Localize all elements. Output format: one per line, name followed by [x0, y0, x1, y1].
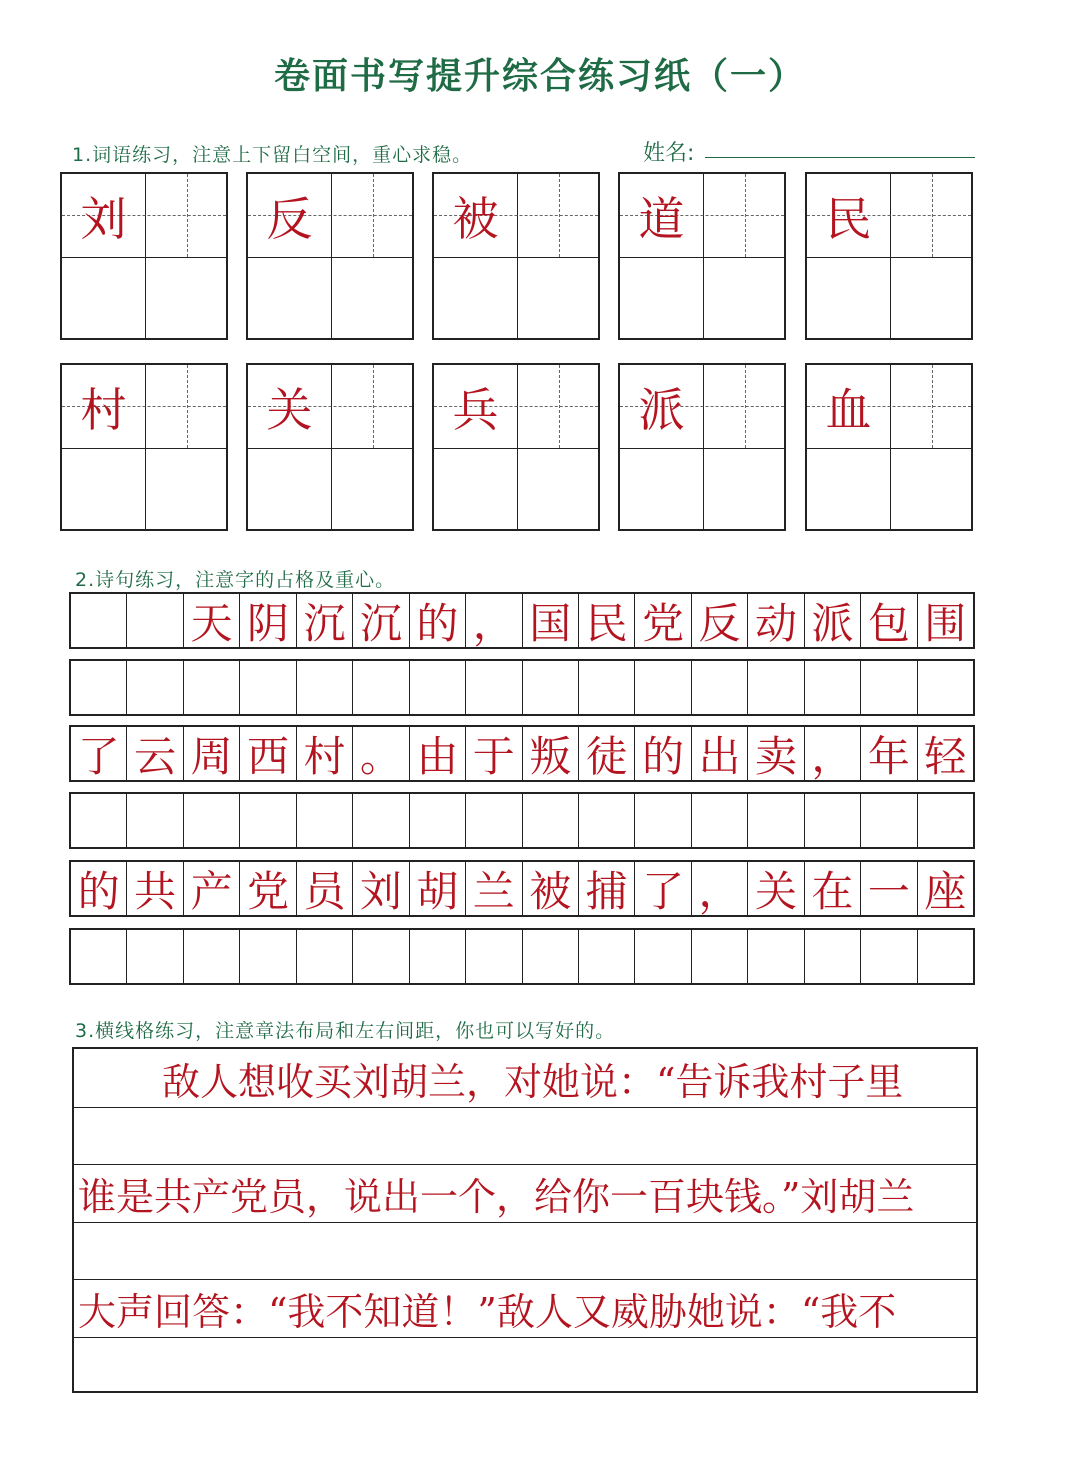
char-box[interactable]: [60, 172, 228, 340]
grid-cell[interactable]: 派: [805, 594, 861, 647]
name-input-line[interactable]: [705, 157, 975, 158]
grid-cell[interactable]: 党: [240, 862, 296, 915]
grid-cell[interactable]: 。: [353, 727, 409, 780]
grid-cell[interactable]: [466, 794, 522, 847]
grid-cell[interactable]: [184, 794, 240, 847]
grid-cell[interactable]: [579, 930, 635, 983]
grid-cell[interactable]: [579, 661, 635, 714]
grid-cell[interactable]: 了: [71, 727, 127, 780]
grid-row: [69, 725, 975, 782]
grid-cell[interactable]: 周: [184, 727, 240, 780]
name-label: 姓名:: [643, 141, 695, 166]
grid-cell[interactable]: [466, 930, 522, 983]
grid-cell[interactable]: [353, 661, 409, 714]
practice-char: 村: [80, 383, 127, 437]
grid-cell[interactable]: 民: [579, 594, 635, 647]
grid-cell[interactable]: 村: [297, 727, 353, 780]
grid-cell[interactable]: 出: [692, 727, 748, 780]
grid-cell[interactable]: 西: [240, 727, 296, 780]
char-box[interactable]: [432, 172, 600, 340]
grid-cell[interactable]: [635, 794, 691, 847]
grid-cell[interactable]: [466, 661, 522, 714]
grid-cell[interactable]: [297, 930, 353, 983]
grid-cell[interactable]: 的: [635, 727, 691, 780]
grid-cell[interactable]: 被: [523, 862, 579, 915]
grid-cell[interactable]: 的: [410, 594, 466, 647]
grid-cell[interactable]: [127, 930, 183, 983]
grid-cell[interactable]: 动: [748, 594, 804, 647]
grid-cell[interactable]: 云: [127, 727, 183, 780]
grid-cell[interactable]: 兰: [466, 862, 522, 915]
grid-cell[interactable]: ，: [805, 727, 861, 780]
page-title: 卷面书写提升综合练习纸（一）: [273, 55, 806, 97]
grid-cell[interactable]: 天: [184, 594, 240, 647]
grid-cell[interactable]: [71, 594, 127, 647]
grid-row: [69, 928, 975, 985]
grid-cell[interactable]: [523, 930, 579, 983]
char-box[interactable]: [805, 363, 973, 531]
grid-cell[interactable]: 围: [924, 598, 967, 648]
practice-line-text[interactable]: [74, 1222, 976, 1280]
grid-cell[interactable]: 共: [127, 862, 183, 915]
grid-cell[interactable]: 于: [466, 727, 522, 780]
grid-cell[interactable]: [861, 661, 917, 714]
char-box[interactable]: [246, 172, 414, 340]
grid-cell[interactable]: 叛: [523, 727, 579, 780]
grid-cell[interactable]: [861, 794, 917, 847]
grid-cell[interactable]: [71, 930, 127, 983]
practice-line-text[interactable]: 大声回答：“我不知道！”敌人又威胁她说：“我不: [78, 1289, 897, 1334]
grid-cell[interactable]: [918, 930, 973, 983]
grid-cell[interactable]: 胡: [410, 862, 466, 915]
practice-char: 刘: [80, 192, 127, 246]
grid-cell[interactable]: 在: [805, 862, 861, 915]
grid-cell[interactable]: 了: [635, 862, 691, 915]
char-box[interactable]: [805, 172, 973, 340]
grid-cell[interactable]: [748, 794, 804, 847]
grid-cell[interactable]: [918, 661, 973, 714]
grid-cell[interactable]: 卖: [748, 727, 804, 780]
grid-cell[interactable]: [748, 930, 804, 983]
grid-row: [69, 592, 975, 649]
grid-cell[interactable]: 包: [861, 594, 917, 647]
grid-cell[interactable]: 刘: [353, 862, 409, 915]
practice-line-text[interactable]: [74, 1337, 976, 1395]
grid-cell[interactable]: 由: [410, 727, 466, 780]
practice-char: 关: [266, 383, 313, 437]
grid-cell[interactable]: [579, 794, 635, 847]
grid-cell[interactable]: [240, 930, 296, 983]
practice-char: 民: [825, 192, 872, 246]
char-box[interactable]: [432, 363, 600, 531]
practice-char: 血: [825, 383, 872, 437]
practice-char: 道: [638, 192, 685, 246]
grid-cell[interactable]: [240, 661, 296, 714]
grid-cell[interactable]: [410, 661, 466, 714]
grid-cell[interactable]: [692, 794, 748, 847]
char-box[interactable]: [618, 363, 786, 531]
grid-cell[interactable]: [297, 661, 353, 714]
grid-cell[interactable]: 产: [184, 862, 240, 915]
grid-cell[interactable]: [861, 930, 917, 983]
grid-cell[interactable]: [805, 930, 861, 983]
practice-char: 被: [452, 192, 499, 246]
grid-cell[interactable]: [71, 661, 127, 714]
grid-cell[interactable]: [805, 794, 861, 847]
grid-cell[interactable]: [297, 794, 353, 847]
grid-cell[interactable]: [523, 794, 579, 847]
grid-row: [69, 659, 975, 716]
grid-row: [69, 860, 975, 917]
grid-cell[interactable]: 座: [924, 866, 967, 916]
grid-cell[interactable]: [692, 661, 748, 714]
grid-cell[interactable]: 徒: [579, 727, 635, 780]
grid-cell[interactable]: [805, 661, 861, 714]
char-box[interactable]: [618, 172, 786, 340]
grid-cell[interactable]: [353, 794, 409, 847]
grid-cell[interactable]: 反: [692, 594, 748, 647]
grid-cell[interactable]: 国: [523, 594, 579, 647]
grid-cell[interactable]: [353, 930, 409, 983]
grid-cell[interactable]: 轻: [924, 731, 967, 781]
grid-cell[interactable]: 的: [71, 862, 127, 915]
char-box[interactable]: [246, 363, 414, 531]
grid-cell[interactable]: [184, 661, 240, 714]
char-box[interactable]: [60, 363, 228, 531]
grid-cell[interactable]: 年: [861, 727, 917, 780]
grid-cell[interactable]: ，: [466, 594, 522, 647]
practice-line-text[interactable]: 敌人想收买刘胡兰，对她说：“告诉我村子里: [162, 1059, 904, 1104]
section3-label: 3.横线格练习，注意章法布局和左右间距，你也可以写好的。: [75, 1020, 616, 1042]
grid-cell[interactable]: [240, 794, 296, 847]
grid-cell[interactable]: 一: [861, 862, 917, 915]
grid-cell[interactable]: 捕: [579, 862, 635, 915]
grid-cell[interactable]: [748, 661, 804, 714]
grid-cell[interactable]: [635, 930, 691, 983]
grid-cell[interactable]: [410, 794, 466, 847]
practice-char: 兵: [452, 383, 499, 437]
grid-cell[interactable]: 沉: [353, 594, 409, 647]
grid-cell[interactable]: ，: [692, 862, 748, 915]
grid-cell[interactable]: [692, 930, 748, 983]
practice-line-text[interactable]: [74, 1107, 976, 1165]
grid-cell[interactable]: [127, 594, 183, 647]
section1-label: 1.词语练习，注意上下留白空间，重心求稳。: [72, 144, 473, 166]
grid-cell[interactable]: 关: [748, 862, 804, 915]
practice-char: 派: [638, 383, 685, 437]
grid-cell[interactable]: [635, 661, 691, 714]
grid-cell[interactable]: 沉: [297, 594, 353, 647]
grid-cell[interactable]: [127, 661, 183, 714]
grid-cell[interactable]: [184, 930, 240, 983]
grid-cell[interactable]: [127, 794, 183, 847]
grid-cell[interactable]: 党: [635, 594, 691, 647]
section2-label: 2.诗句练习，注意字的占格及重心。: [75, 569, 396, 591]
practice-char: 反: [266, 192, 313, 246]
grid-row: [69, 792, 975, 849]
grid-cell[interactable]: 员: [297, 862, 353, 915]
practice-line-text[interactable]: 谁是共产党员，说出一个，给你一百块钱。”刘胡兰: [78, 1174, 915, 1219]
grid-cell[interactable]: 阴: [240, 594, 296, 647]
grid-cell[interactable]: [71, 794, 127, 847]
grid-cell[interactable]: [918, 794, 973, 847]
grid-cell[interactable]: [410, 930, 466, 983]
grid-cell[interactable]: [523, 661, 579, 714]
ruled-line-practice: [72, 1047, 978, 1393]
